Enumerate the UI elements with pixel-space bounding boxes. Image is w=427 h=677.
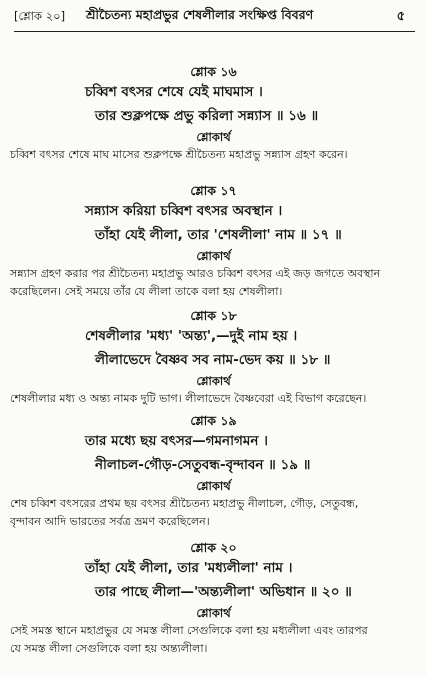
translation-heading: শ্লোকার্থ [196,249,231,263]
shloka-heading: শ্লোক ১৯ [190,413,237,428]
shloka-heading: শ্লোক ২০ [190,540,237,555]
shloka-section-16 [0,63,427,164]
header-title: শ্রীচৈতন্য মহাপ্রভুর শেষলীলার সংক্ষিপ্ত বিবরণ [86,7,314,22]
shloka-heading: শ্লোক ১৮ [190,308,237,323]
header-verse-range: [শ্লোক ২০] [14,9,66,23]
shloka-heading: শ্লোক ১৭ [190,183,237,198]
translation-line: বৃন্দাবন আদি ভারতের সর্বত্র ভ্রমণ করেছিলেন। [10,515,210,528]
translation-heading: শ্লোকার্থ [196,130,231,144]
verse-line: তার পাছে লীলা—'অন্ত্যলীলা' অভিধান ॥ ২০ ॥ [95,584,352,600]
shloka-section-18 [0,307,427,408]
shloka-section-20 [0,539,427,658]
shloka-section-17 [0,182,427,301]
verse-line: তাঁহা যেই লীলা, তার 'মধ্যলীলা' নাম । [85,560,293,576]
shloka-section-19 [0,412,427,531]
translation-line: যে সমস্ত লীলা সেগুলিকে বলা হয় অন্ত্যলীলা। [10,642,208,655]
verse-line: তার শুক্লপক্ষে প্রভু করিলা সন্ন্যাস ॥ ১৬ ॥ [95,108,319,124]
translation-heading: শ্লোকার্থ [196,479,231,493]
translation-line: সন্ন্যাস গ্রহণ করার পর শ্রীচৈতন্য মহাপ্রভু আরও চব্বিশ বৎসর এই জড় জগতে অবস্থান [10,267,381,280]
verse-line: তাঁহা যেই লীলা, তার 'শেষলীলা' নাম ॥ ১৭ ॥ [95,227,342,243]
verse-line: সন্ন্যাস করিয়া চব্বিশ বৎসর অবস্থান । [85,203,283,219]
translation-line: সেই সমস্ত স্থানে মহাপ্রভুর যে সমস্ত লীলা সেগুলিকে বলা হয় মধ্যলীলা এবং তারপর [10,624,368,637]
translation-line: করেছিলেন। সেই সময়ে তাঁর যে লীলা তাকে বলা হয় শেষলীলা। [10,285,283,298]
verse-line: লীলাভেদে বৈষ্ণব সব নাম-ভেদ কয় ॥ ১৮ ॥ [95,352,331,368]
verse-line: শেষলীলার 'মধ্য' 'অন্ত্য',—দুই নাম হয় । [85,328,298,344]
shloka-heading: শ্লোক ১৬ [190,64,237,79]
header-rule [14,31,415,32]
translation-line: শেষ চব্বিশ বৎসরের প্রথম ছয় বৎসর শ্রীচৈতন্য মহাপ্রভু নীলাচল, গৌড়, সেতুবন্ধ, [10,497,359,510]
verse-line: চব্বিশ বৎসর শেষে যেই মাঘমাস । [85,84,263,100]
translation-line: চব্বিশ বৎসর শেষে মাঘ মাসের শুক্লপক্ষে শ্রীচৈতন্য মহাপ্রভু সন্ন্যাস গ্রহণ করেন। [10,148,348,161]
running-header [14,6,415,30]
verse-line: তার মধ্যে ছয় বৎসর—গমনাগমন । [85,433,268,449]
translation-line: শেষলীলার মধ্য ও অন্ত্য নামক দুটি ভাগ। লীলাভেদে বৈষ্ণবেরা এই বিভাগ করেছেন। [10,392,367,405]
page-number: ৫ [396,9,405,24]
translation-heading: শ্লোকার্থ [196,606,231,620]
verse-line: নীলাচল-গৌড়-সেতুবন্ধ-বৃন্দাবন ॥ ১৯ ॥ [95,457,311,473]
translation-heading: শ্লোকার্থ [196,374,231,388]
